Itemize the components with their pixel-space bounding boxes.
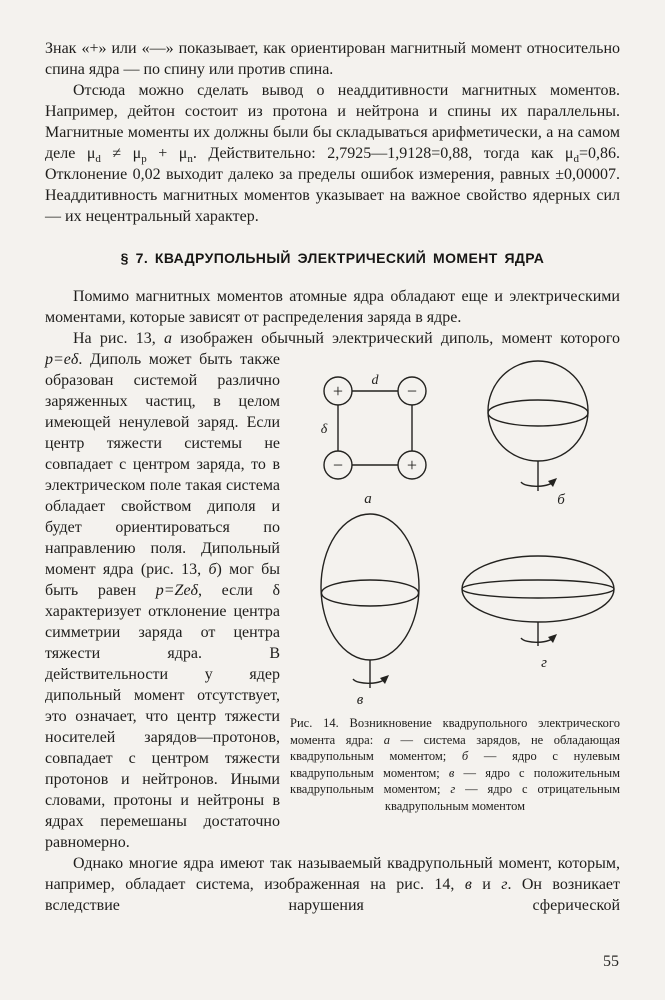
dimension-label-delta: δ <box>320 422 327 437</box>
charge-sign-bottom-left: − <box>332 455 343 475</box>
oblate-equator <box>462 580 614 598</box>
caption-lead: Рис. 14. <box>290 716 339 730</box>
subfigure-g-label: г <box>540 655 547 671</box>
subfigure-a-charge-system <box>298 355 448 507</box>
p2-text-3: + μ <box>146 145 188 162</box>
prolate-equator <box>321 580 418 606</box>
dimension-label-d: d <box>371 373 378 388</box>
caption-text-2: — система зарядов, не обладающая квадрупольным моментом; <box>290 732 620 763</box>
figure14-ref-g: г <box>501 876 508 893</box>
caption-text-5: — ядро с отрицательным квадрупольным моментом <box>384 782 620 813</box>
mu-subscript-p: p <box>141 153 147 166</box>
charge-sign-bottom-right: + <box>406 455 417 475</box>
subfigure-b-label: б <box>556 492 565 507</box>
charge-sign-top-left: + <box>332 381 343 401</box>
rotation-arrow-head-b <box>548 478 557 487</box>
p5-text-3: . Он возникает вследствие нарушения сферической <box>45 876 621 914</box>
rotation-arrow-head-v <box>380 675 389 684</box>
sphere-equator <box>488 400 588 426</box>
p4-text-1: На рис. 13, <box>73 330 165 347</box>
mu-subscript-d2: d <box>573 153 579 166</box>
caption-ref-g: г <box>450 782 456 796</box>
figure13-ref-b: б <box>208 561 217 578</box>
p2-text-2: ≠ μ <box>100 145 142 162</box>
caption-ref-b: б <box>461 749 469 763</box>
figure-14-grid <box>290 355 620 707</box>
charge-sign-top-right: − <box>406 381 417 401</box>
subfigure-a-label: а <box>363 491 372 507</box>
subfigure-b-sphere <box>458 355 618 507</box>
paragraph-quadrupole <box>45 853 620 916</box>
caption-text-4: — ядро с положительным квадрупольным моментом; <box>290 765 621 796</box>
caption-ref-a: а <box>383 732 390 747</box>
prolate-outline <box>321 514 419 660</box>
p5-text-1: Однако многие ядра имеют так называемый квадрупольный момент, которым, например, обладает система, изображенная на рис. 14, <box>45 855 620 893</box>
p2-text-5: =0,86. Отклонение 0,02 выходит далеко за пределы ошибок измерения, равных ±0,00007. Неаддитивность магнитных моментов указывает на важное свойство ядерных сил — их нецентральный характер. <box>45 145 620 225</box>
oblate-outline <box>462 556 614 622</box>
section-heading: § 7. КВАДРУПОЛЬНЫЙ ЭЛЕКТРИЧЕСКИЙ МОМЕНТ ЯДРА <box>120 250 545 266</box>
caption-text-1: Возникновение квадрупольного электрического момента ядра: <box>290 716 620 747</box>
page-number: 55 <box>603 953 619 970</box>
p4-text-5: , если δ характеризует отклонение центра симметрии заряда от центра тяжести ядра. В действительности у ядер дипольный момент отсутствует, это означает, что центр тяжести носителей зарядов—протонов, совпадает с центром тяжести протонов и нейтронов. Иными словами, протоны и нейтроны в ядрах перемешаны достаточно равномерно. <box>45 582 281 851</box>
figure-14-caption <box>290 715 620 814</box>
paragraph-electric-moments: Помимо магнитных моментов атомные ядра обладают еще и электрическими моментами, которые зависят от распределения заряда в ядре. <box>45 288 620 326</box>
figure14-ref-v: в <box>464 876 472 893</box>
caption-text-3: — ядро с нулевым квадрупольным моментом; <box>290 749 620 780</box>
sphere-outline <box>488 361 588 461</box>
subfigure-g-oblate-ellipsoid <box>456 533 620 681</box>
mu-subscript-n: n <box>187 153 193 166</box>
formula-dipole-moment: p=eδ <box>45 351 79 368</box>
paragraph-dipole <box>45 328 620 853</box>
p4-text-2: изображен обычный электрический диполь, момент которого <box>172 330 620 347</box>
p4-text-3: . Диполь может быть также образован системой различно заряженных частиц, в целом имеющей ненулевой заряд. Если центр тяжести системы не совпадает с центром заряда, то в электрическом поле такая система обладает свойством диполя и будет ориентироваться по направлению поля. Дипольный момент ядра (рис. 13, <box>45 351 280 578</box>
figure-14 <box>290 355 620 814</box>
caption-ref-v: в <box>448 765 455 780</box>
p2-text-1: Отсюда можно сделать вывод о неаддитивности магнитных моментов. Например, дейтон состоит из протона и нейтрона и спины их параллельны. Магнитные моменты их должны были бы складываться арифметически, а на самом деле μ <box>45 82 620 162</box>
mu-subscript-d: d <box>95 153 101 166</box>
p2-text-4: . Действительно: 2,7925—1,9128=0,88, тогда как μ <box>192 145 574 162</box>
subfigure-v-prolate-ellipsoid <box>298 507 448 707</box>
figure13-ref-a: а <box>164 330 173 347</box>
p5-text-2: и <box>471 876 502 893</box>
p4-text-4: ) мог бы быть равен <box>45 561 281 599</box>
paragraph-nonadditivity <box>45 80 620 227</box>
subfigure-v-label: в <box>356 692 363 707</box>
formula-nuclear-dipole-moment: p=Zeδ <box>155 582 198 599</box>
rotation-arrow-head-g <box>548 634 557 643</box>
paragraph-sign-orientation: Знак «+» или «—» показывает, как ориентирован магнитный момент относительно спина ядра — по спину или против спина. <box>45 40 620 78</box>
